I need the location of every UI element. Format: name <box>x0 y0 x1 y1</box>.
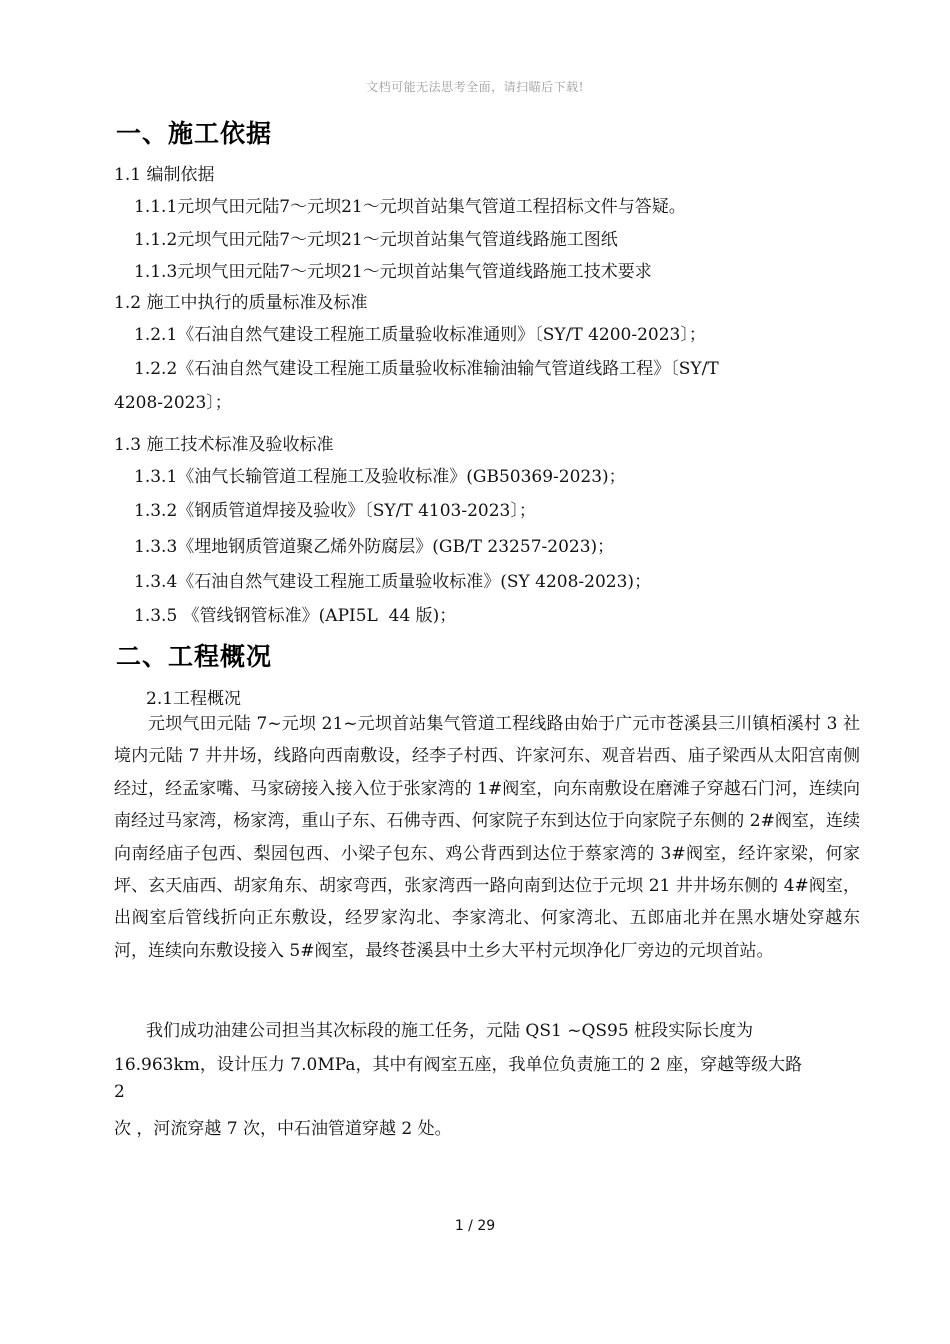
item-1-1-1: 1.1.1元坝气田元陆7～元坝21～元坝首站集气管道工程招标文件与答疑。 <box>134 197 686 217</box>
item-1-1-3: 1.1.3元坝气田元陆7～元坝21～元坝首站集气管道线路施工技术要求 <box>134 262 652 282</box>
page-indicator: 1 / 29 <box>454 1218 496 1234</box>
heading-1-1: 1.1 编制依据 <box>114 165 215 185</box>
heading-2-1: 2.1工程概况 <box>146 689 242 709</box>
heading-1-3: 1.3 施工技术标准及验收标准 <box>114 435 334 455</box>
item-1-2-2-continued: 4208-2023〕； <box>114 393 232 413</box>
item-1-3-2: 1.3.2《钢质管道焊接及验收》〔SY/T 4103-2023〕； <box>134 501 536 521</box>
item-1-2-2: 1.2.2《石油自然气建设工程施工质量验收标准输油输气管道线路工程》〔SY/T <box>134 359 719 379</box>
scope-paragraph-line-2: 16.963km，设计压力 7.0MPa，其中有阀室五座，我单位负责施工的 2 座，穿越等级大路 <box>114 1055 803 1075</box>
item-1-2-1: 1.2.1《石油自然气建设工程施工质量验收标准通则》〔SY/T 4200-2023〕； <box>134 325 706 345</box>
scope-paragraph-line-3: 2 <box>114 1082 125 1102</box>
item-1-3-5: 1.3.5 《管线钢管标准》(API5L 44 版)； <box>134 606 457 626</box>
download-notice: 文档可能无法思考全面，请扫瞄后下载! <box>366 80 584 94</box>
scope-paragraph-line-1: 我们成功油建公司担当其次标段的施工任务，元陆 QS1 ~QS95 桩段实际长度为 <box>146 1021 754 1041</box>
section-2-title: 二、工程概况 <box>116 642 273 671</box>
heading-1-2: 1.2 施工中执行的质量标准及标准 <box>114 293 368 313</box>
scope-paragraph-line-4: 次 ，河流穿越 7 次，中石油管道穿越 2 处。 <box>114 1119 452 1139</box>
section-1-title: 一、施工依据 <box>116 119 273 148</box>
item-1-3-4: 1.3.4《石油自然气建设工程施工质量验收标准》(SY 4208-2023)； <box>134 572 652 592</box>
project-overview-paragraph: 元坝气田元陆 7~元坝 21~元坝首站集气管道工程线路由始于广元市苍溪县三川镇栢溪村 3 社境内元陆 7 井井场，线路向西南敷设，经李子村西、许家河东、观音岩西、庙子梁西从太阳宫南侧经过，经孟家嘴、马家磅接入接入位于张家湾的 1#阀室，向东南敷设在磨滩子穿越石门河，连续向南经过马家湾，杨家湾，重山子东、石佛寺西、何家院子东到达位于向家院子东侧的 2#阀室，连续向南经庙子包西、梨园包西、小梁子包东、鸡公背西到达位于蔡家湾的 3#阀室，经许家梁，何家坪、玄天庙西、胡家角东、胡家弯西，张家湾西一路向南到达位于元坝 21 井井场东侧的 4#阀室，出阀室后管线折向正东敷设，经罗家沟北、李家湾北、何家湾北、五郎庙北并在黑水塘处穿越东河，连续向东敷设接入 5#阀室，最终苍溪县中土乡大平村元坝净化厂旁边的元坝首站。 <box>114 714 860 961</box>
item-1-3-3: 1.3.3《埋地钢质管道聚乙烯外防腐层》(GB/T 23257-2023)； <box>134 537 615 557</box>
item-1-1-2: 1.1.2元坝气田元陆7～元坝21～元坝首站集气管道线路施工图纸 <box>134 230 618 250</box>
item-1-3-1: 1.3.1《油气长输管道工程施工及验收标准》(GB50369-2023)； <box>134 467 626 487</box>
